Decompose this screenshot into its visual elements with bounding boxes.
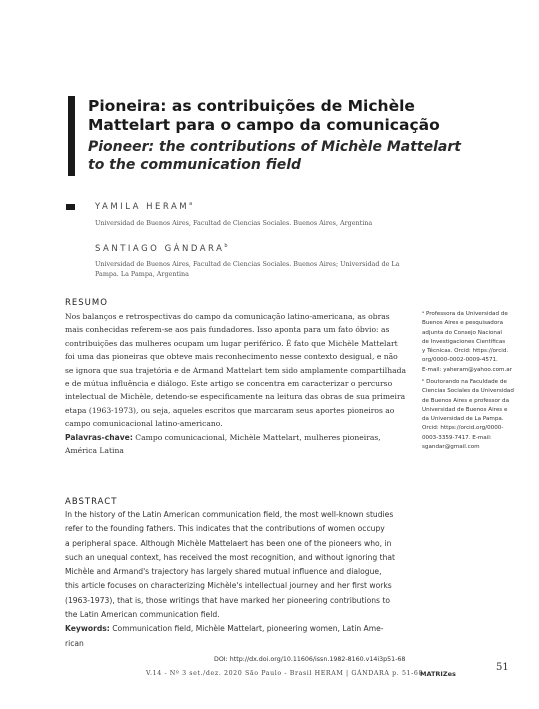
footer-citation: V.14 - Nº 3 set./dez. 2020 São Paulo - Brasil HERAM | GÁNDARA p. 51-68: [146, 670, 424, 677]
resumo-line: campo comunicacional latino-americano.: [65, 419, 223, 429]
abstract-line: such an unequal context, has received the most recognition, and without ignoring that: [65, 552, 396, 562]
resumo-line: foi uma das pioneiras que obteve mais reconhecimento nesse contexto desigual, e não: [65, 352, 398, 362]
resumo-line: Nos balanços e retrospectivas do campo da comunicação latino-americana, as obras: [65, 312, 390, 321]
author-2-affiliation: Universidad de Buenos Aires, Facultad de Ciencias Sociales. Buenos Aires; Universidad de La Pampa. La Pampa, Argentina: [95, 260, 400, 278]
abstract-line: In the history of the Latin American communication field, the most well-known studies: [65, 510, 394, 519]
resumo-keywords: Palavras-chave: Campo comunicacional, Michèle Mattelart, mulheres pioneiras,: [65, 432, 381, 442]
resumo-line: se ignora que sua trajetória e de Armand Mattelart tem sido amplamente compartilhada: [65, 365, 407, 375]
footnote-b: ᵇ Doutorando na Faculdade de Ciencias Sociales da Universidad de Buenos Aires e professor da Universidad de Buenos Aires e da Universidad de La Pampa. Orcid: https://orcid.org/0000- 0003-3359-7417. E-mail: sgandar@gmail.com: [422, 379, 514, 451]
abstract-body: [65, 508, 425, 651]
article-title-pt: Pioneira: as contribuições de Michèle Mattelart para o campo da comunicação: [88, 97, 440, 134]
resumo-line: mais conhecidas referem-se aos pais fundadores. Isso aponta para um fato óbvio: as: [65, 325, 390, 335]
author-2-name: SANTIAGO GÁNDARA$^b$: [95, 243, 231, 254]
resumo-body: [65, 310, 415, 457]
resumo-line: contribuições das mulheres ocupam um lugar periférico. É fato que Michèle Mattelart: [65, 338, 398, 348]
abstract-line: a peripheral space. Although Michèle Mattelaert has been one of the pioneers who, in: [65, 538, 392, 548]
abstract-heading: ABSTRACT: [65, 497, 118, 507]
resumo-heading: RESUMO: [65, 298, 108, 308]
resumo-line: e de mútua influência e diálogo. Este artigo se concentra em caracterizar o percurso: [65, 379, 393, 389]
footnote-a: ᵃ Professora da Universidad de Buenos Aires e pesquisadora adjunta do Consejo Nacional de Investigaciones Científicas y Técnicas. Orcid: https://orcid. org/0000-0002-0009-4571. E-mail: yaheram@yahoo.com.ar: [422, 311, 512, 373]
abstract-keywords-cont: rican: [65, 638, 84, 648]
resumo-keywords-cont: América Latina: [65, 446, 124, 456]
author-1-affiliation: Universidad de Buenos Aires, Facultad de Ciencias Sociales. Buenos Aires, Argentina: [95, 219, 373, 227]
abstract-keywords: Keywords: Communication field, Michèle Mattelart, pioneering women, Latin Ame-: [65, 624, 384, 634]
abstract-line: the Latin American communication field.: [65, 610, 220, 620]
abstract-line: Michèle and Armand's trajectory has largely shared mutual influence and dialogue,: [65, 567, 382, 577]
resumo-line: intelectual de Michèle, detendo-se especificamente na leitura das obras de sua primeira: [65, 392, 406, 402]
journal-name: MATRIZes: [420, 670, 456, 678]
abstract-line: refer to the founding fathers. This indicates that the contributions of women occupy: [65, 524, 385, 534]
abstract-line: this article focuses on characterizing Michèle's intellectual journey and her first works: [65, 581, 392, 591]
page-number: 51: [496, 662, 509, 673]
resumo-line: etapa (1963-1973), ou seja, aqueles escritos que marcaram seus aportes pioneiros ao: [65, 405, 395, 415]
abstract-line: (1963-1973), that is, those writings that have marked her pioneering contributions to: [65, 595, 391, 605]
author-marker-square: [66, 204, 75, 210]
title-accent-bar: [68, 96, 75, 176]
author-1-name: YAMILA HERAM$^a$: [95, 201, 195, 212]
doi-link[interactable]: DOI: http://dx.doi.org/10.11606/issn.1982-8160.v14i3p51-68: [214, 656, 406, 663]
article-title-en: Pioneer: the contributions of Michèle Mattelart to the communication field: [88, 139, 461, 173]
